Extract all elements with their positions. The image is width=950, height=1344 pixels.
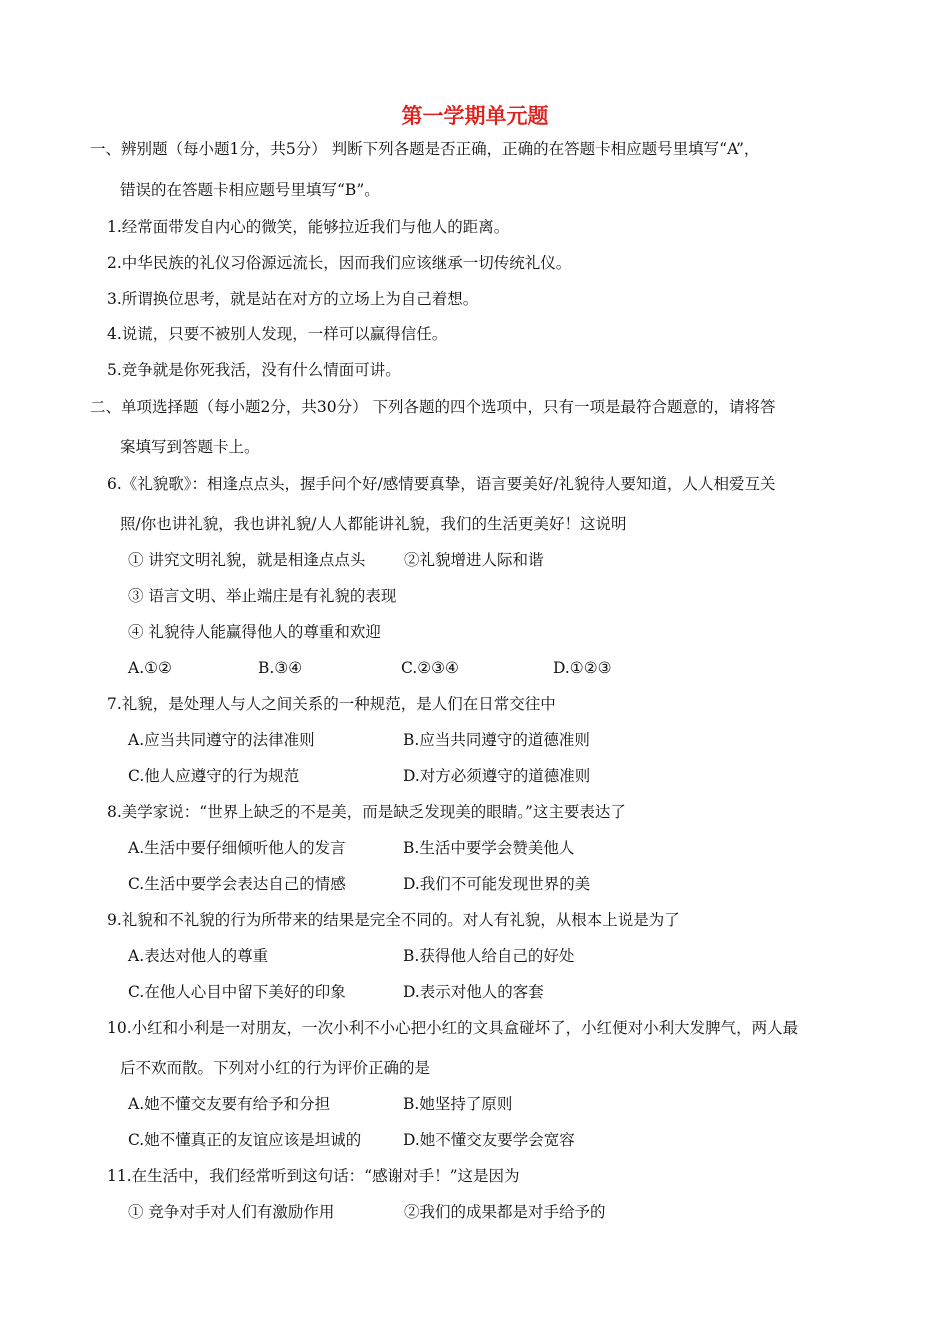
question-7-stem: 7.礼貌，是处理人与人之间关系的一种规范，是人们在日常交往中 <box>107 695 556 713</box>
option-a: A.她不懂交友要有给予和分担 <box>128 1095 331 1113</box>
option-d: D.她不懂交友要学会宽容 <box>403 1131 575 1149</box>
question-11-statements-row1 <box>128 1202 728 1222</box>
section-1-heading-cont: 错误的在答题卡相应题号里填写“B”。 <box>120 181 380 199</box>
option-b: B.③④ <box>258 659 303 677</box>
statement-2: ②礼貌增进人际和谐 <box>404 551 544 569</box>
question-8-stem: 8.美学家说：“世界上缺乏的不是美，而是缺乏发现美的眼睛。”这主要表达了 <box>107 803 626 821</box>
option-b: B.生活中要学会赞美他人 <box>403 839 575 857</box>
question-6-stem-cont: 照/你也讲礼貌，我也讲礼貌/人人都能讲礼貌，我们的生活更美好！这说明 <box>120 515 627 533</box>
option-d: D.我们不可能发现世界的美 <box>403 875 591 893</box>
section-2-heading-cont: 案填写到答题卡上。 <box>120 438 260 456</box>
option-d: D.①②③ <box>553 659 612 677</box>
question-9-options-row2 <box>128 982 728 1002</box>
question-3: 3.所谓换位思考，就是站在对方的立场上为自己着想。 <box>107 290 479 308</box>
question-11-stem: 11.在生活中，我们经常听到这句话：“感谢对手！”这是因为 <box>107 1167 520 1185</box>
question-2: 2.中华民族的礼仪习俗源远流长，因而我们应该继承一切传统礼仪。 <box>107 254 572 272</box>
option-c: C.②③④ <box>401 659 459 677</box>
option-b: B.应当共同遵守的道德准则 <box>403 731 590 749</box>
question-10-stem-cont: 后不欢而散。下列对小红的行为评价正确的是 <box>120 1059 431 1077</box>
option-a: A.生活中要仔细倾听他人的发言 <box>128 839 346 857</box>
question-7-options-row2 <box>128 766 728 786</box>
question-4: 4.说谎，只要不被别人发现，一样可以赢得信任。 <box>107 325 448 343</box>
question-10-options-row2 <box>128 1130 728 1150</box>
page-title: 第一学期单元题 <box>401 104 549 128</box>
question-6-options <box>128 658 728 678</box>
section-2-heading: 二、单项选择题（每小题2分，共30分） 下列各题的四个选项中，只有一项是最符合题意的，请将答 <box>90 398 776 416</box>
question-10-stem: 10.小红和小利是一对朋友，一次小利不小心把小红的文具盒碰坏了，小红便对小利大发脾气，两人最 <box>107 1019 799 1037</box>
statement-4: ④ 礼貌待人能赢得他人的尊重和欢迎 <box>128 623 381 641</box>
question-6-statements-row1 <box>128 550 728 570</box>
statement-1: ① 讲究文明礼貌，就是相逢点点头 <box>128 551 366 569</box>
question-9-options-row1 <box>128 946 728 966</box>
option-b: B.她坚持了原则 <box>403 1095 513 1113</box>
section-1-heading: 一、辨别题（每小题1分，共5分） 判断下列各题是否正确，正确的在答题卡相应题号里填写“A”， <box>90 140 760 158</box>
option-c: C.生活中要学会表达自己的情感 <box>128 875 346 893</box>
question-7-options-row1 <box>128 730 728 750</box>
option-a: A.应当共同遵守的法律准则 <box>128 731 315 749</box>
option-c: C.在他人心目中留下美好的印象 <box>128 983 346 1001</box>
statement-1: ① 竞争对手对人们有激励作用 <box>128 1203 335 1221</box>
question-10-options-row1 <box>128 1094 728 1114</box>
question-8-options-row2 <box>128 874 728 894</box>
option-a: A.①② <box>128 659 172 677</box>
option-d: D.表示对他人的客套 <box>403 983 544 1001</box>
option-b: B.获得他人给自己的好处 <box>403 947 575 965</box>
statement-2: ②我们的成果都是对手给予的 <box>404 1203 606 1221</box>
question-6-stem: 6.《礼貌歌》：相逢点点头，握手问个好/感情要真挚，语言要美好/礼貌待人要知道，人人相爱互关 <box>107 475 776 493</box>
statement-3: ③ 语言文明、举止端庄是有礼貌的表现 <box>128 587 397 605</box>
question-9-stem: 9.礼貌和不礼貌的行为所带来的结果是完全不同的。对人有礼貌，从根本上说是为了 <box>107 911 680 929</box>
question-5: 5.竞争就是你死我活，没有什么情面可讲。 <box>107 361 401 379</box>
question-1: 1.经常面带发自内心的微笑，能够拉近我们与他人的距离。 <box>107 218 510 236</box>
option-d: D.对方必须遵守的道德准则 <box>403 767 591 785</box>
question-8-options-row1 <box>128 838 728 858</box>
option-c: C.她不懂真正的友谊应该是坦诚的 <box>128 1131 362 1149</box>
option-a: A.表达对他人的尊重 <box>128 947 269 965</box>
option-c: C.他人应遵守的行为规范 <box>128 767 300 785</box>
